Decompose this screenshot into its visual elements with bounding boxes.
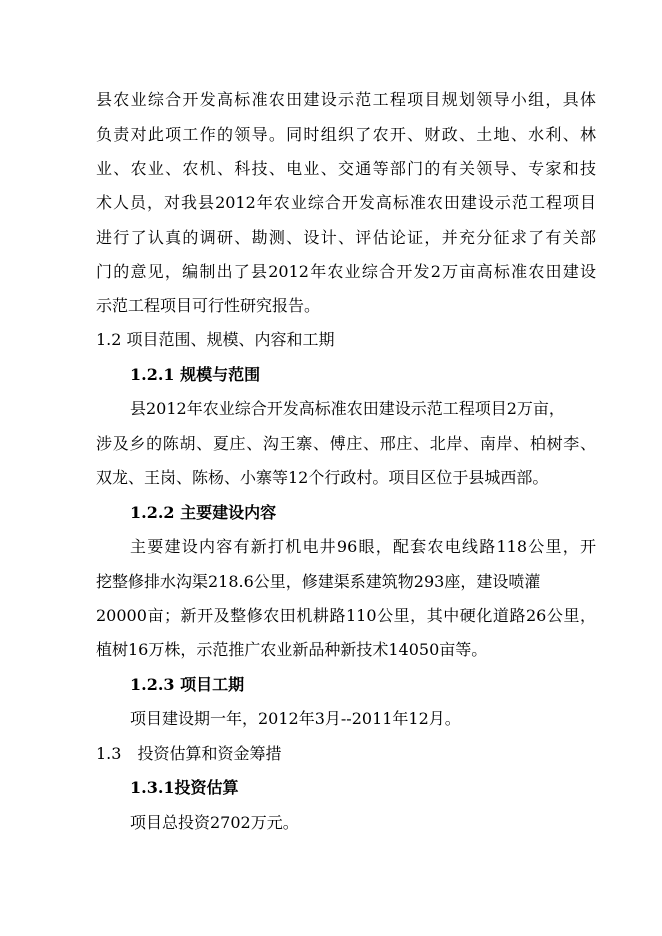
section-1-3-1-heading: 1.3.1投资估算 [130, 778, 239, 797]
paragraph-1-line-2: 负责对此项工作的领导。同时组织了农开、财政、土地、水利、林 [96, 125, 596, 144]
paragraph-1-line-3: 业、农业、农机、科技、电业、交通等部门的有关领导、专家和技 [96, 159, 596, 178]
section-1-3-1-line-1: 项目总投资2702万元。 [130, 813, 299, 832]
section-1-2-1-line-3: 双龙、王岗、陈杨、小寨等12个行政村。项目区位于县城西部。 [96, 468, 549, 487]
section-1-2-3-heading: 1.2.3 项目工期 [130, 675, 245, 694]
paragraph-1-line-4: 术人员，对我县2012年农业综合开发高标准农田建设示范工程项目 [96, 193, 596, 212]
section-1-2-2-heading: 1.2.2 主要建设内容 [130, 503, 277, 522]
section-1-2-2-line-4: 植树16万株，示范推广农业新品种新技术14050亩等。 [96, 640, 488, 659]
section-1-2-3-line-1: 项目建设期一年，2012年3月--2011年12月。 [130, 709, 461, 728]
section-1-3-heading: 1.3 投资估算和资金筹措 [96, 744, 282, 763]
section-1-2-heading: 1.2 项目范围、规模、内容和工期 [96, 330, 335, 349]
section-1-2-2-line-1: 主要建设内容有新打机电井96眼，配套农电线路118公里，开 [130, 537, 596, 556]
section-1-2-1-line-1: 县2012年农业综合开发高标准农田建设示范工程项目2万亩， [130, 399, 565, 418]
section-1-2-1-line-2: 涉及乡的陈胡、夏庄、沟王寨、傅庄、邢庄、北岸、南岸、柏树李、 [96, 434, 596, 453]
paragraph-1-line-6: 门的意见，编制出了县2012年农业综合开发2万亩高标准农田建设 [96, 262, 596, 281]
section-1-2-1-heading: 1.2.1 规模与范围 [130, 365, 261, 384]
paragraph-1-line-5: 进行了认真的调研、勘测、设计、评估论证，并充分征求了有关部 [96, 228, 596, 247]
section-1-2-2-line-3: 20000亩；新开及整修农田机耕路110公里，其中硬化道路26公里， [96, 606, 596, 625]
section-1-2-2-line-2: 挖整修排水沟渠218.6公里，修建渠系建筑物293座，建设喷灌 [96, 572, 541, 591]
paragraph-1-line-7: 示范工程项目可行性研究报告。 [96, 296, 321, 315]
paragraph-1-line-1: 县农业综合开发高标准农田建设示范工程项目规划领导小组，具体 [96, 90, 596, 109]
